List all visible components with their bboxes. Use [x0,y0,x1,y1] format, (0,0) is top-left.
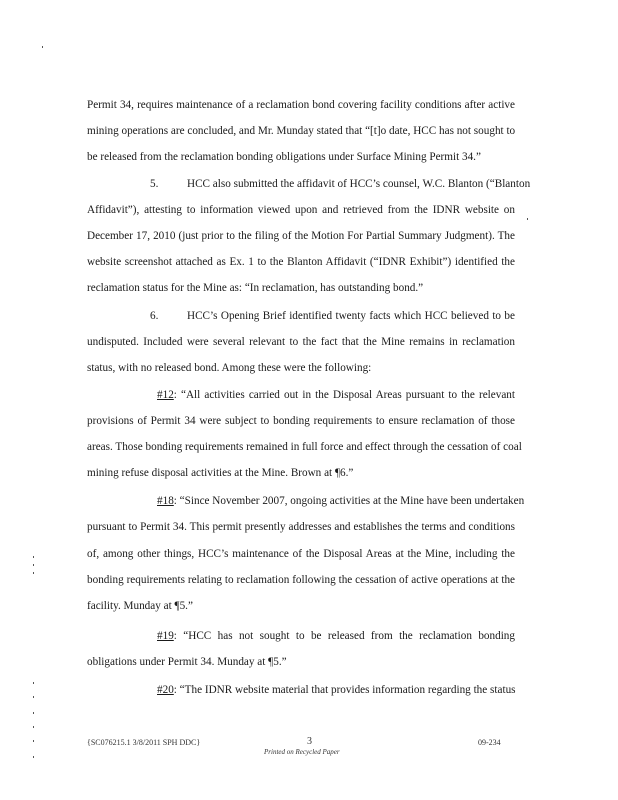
body-line: of, among other things, HCC’s maintenance of the Disposal Areas at the Mine, including the [87,548,515,560]
body-line: December 17, 2010 (just prior to the filing of the Motion For Partial Summary Judgment). The [87,230,515,242]
body-line: obligations under Permit 34. Munday at ¶5.” [87,656,287,668]
body-line: HCC also submitted the affidavit of HCC’s counsel, W.C. Blanton (“Blanton [187,178,531,190]
body-line: areas. Those bonding requirements remained in full force and effect through the cessation of coal [87,441,522,453]
body-line: Permit 34, requires maintenance of a reclamation bond covering facility conditions after active [87,99,515,111]
body-line: bonding requirements relating to reclamation following the cessation of active operations at the [87,574,515,586]
fact-label: #20 [157,684,174,696]
scan-speck [33,756,34,758]
paragraph-number: 6. [150,310,159,322]
body-line: facility. Munday at ¶5.” [87,600,193,612]
body-line: mining operations are concluded, and Mr. Munday stated that “[t]o date, HCC has not sought to [87,125,516,137]
body-line: HCC’s Opening Brief identified twenty facts which HCC believed to be [187,310,515,322]
body-line: be released from the reclamation bonding obligations under Surface Mining Permit 34.” [87,151,481,163]
body-line: Affidavit”), attesting to information viewed upon and retrieved from the IDNR website on [87,204,515,216]
footer-case-number: 09-234 [478,738,501,747]
fact-12-first-line [157,388,515,402]
fact-20-first-line [157,683,515,697]
scan-speck [33,682,34,684]
scan-speck [33,696,34,698]
fact-label: #19 [157,630,174,642]
fact-text: : “HCC has not sought to be released from the reclamation bonding [173,630,515,642]
body-line: pursuant to Permit 34. This permit presently addresses and establishes the terms and conditions [87,521,515,533]
fact-text: : “All activities carried out in the Disposal Areas pursuant to the relevant [173,389,515,401]
scan-speck [42,46,43,48]
fact-19-first-line [157,629,515,643]
fact-text: : “The IDNR website material that provides information regarding the status [173,684,516,696]
footer-page-number: 3 [307,736,312,747]
body-line: reclamation status for the Mine as: “In reclamation, has outstanding bond.” [87,282,424,294]
body-line: website screenshot attached as Ex. 1 to the Blanton Affidavit (“IDNR Exhibit”) identified the [87,256,515,268]
scan-speck [33,564,34,566]
scan-speck [527,218,528,220]
fact-label: #12 [157,389,174,401]
fact-text: : “Since November 2007, ongoing activities at the Mine have been undertaken [173,495,525,507]
body-line: mining refuse disposal activities at the Mine. Brown at ¶6.” [87,467,354,479]
fact-label: #18 [157,495,174,507]
paragraph-number: 5. [150,178,159,190]
scan-speck [33,740,34,742]
body-line: status, with no released bond. Among these were the following: [87,362,372,374]
footer-doc-id: {SC076215.1 3/8/2011 SPH DDC} [87,738,201,747]
scan-speck [33,556,34,558]
body-line: provisions of Permit 34 were subject to bonding requirements to ensure reclamation of those [87,415,515,427]
scan-speck [33,712,34,714]
footer-printed-note: Printed on Recycled Paper [264,748,340,756]
scan-speck [33,726,34,728]
body-line: undisputed. Included were several relevant to the fact that the Mine remains in reclamation [87,336,515,348]
scan-speck [33,572,34,574]
fact-18-first-line [157,494,525,508]
